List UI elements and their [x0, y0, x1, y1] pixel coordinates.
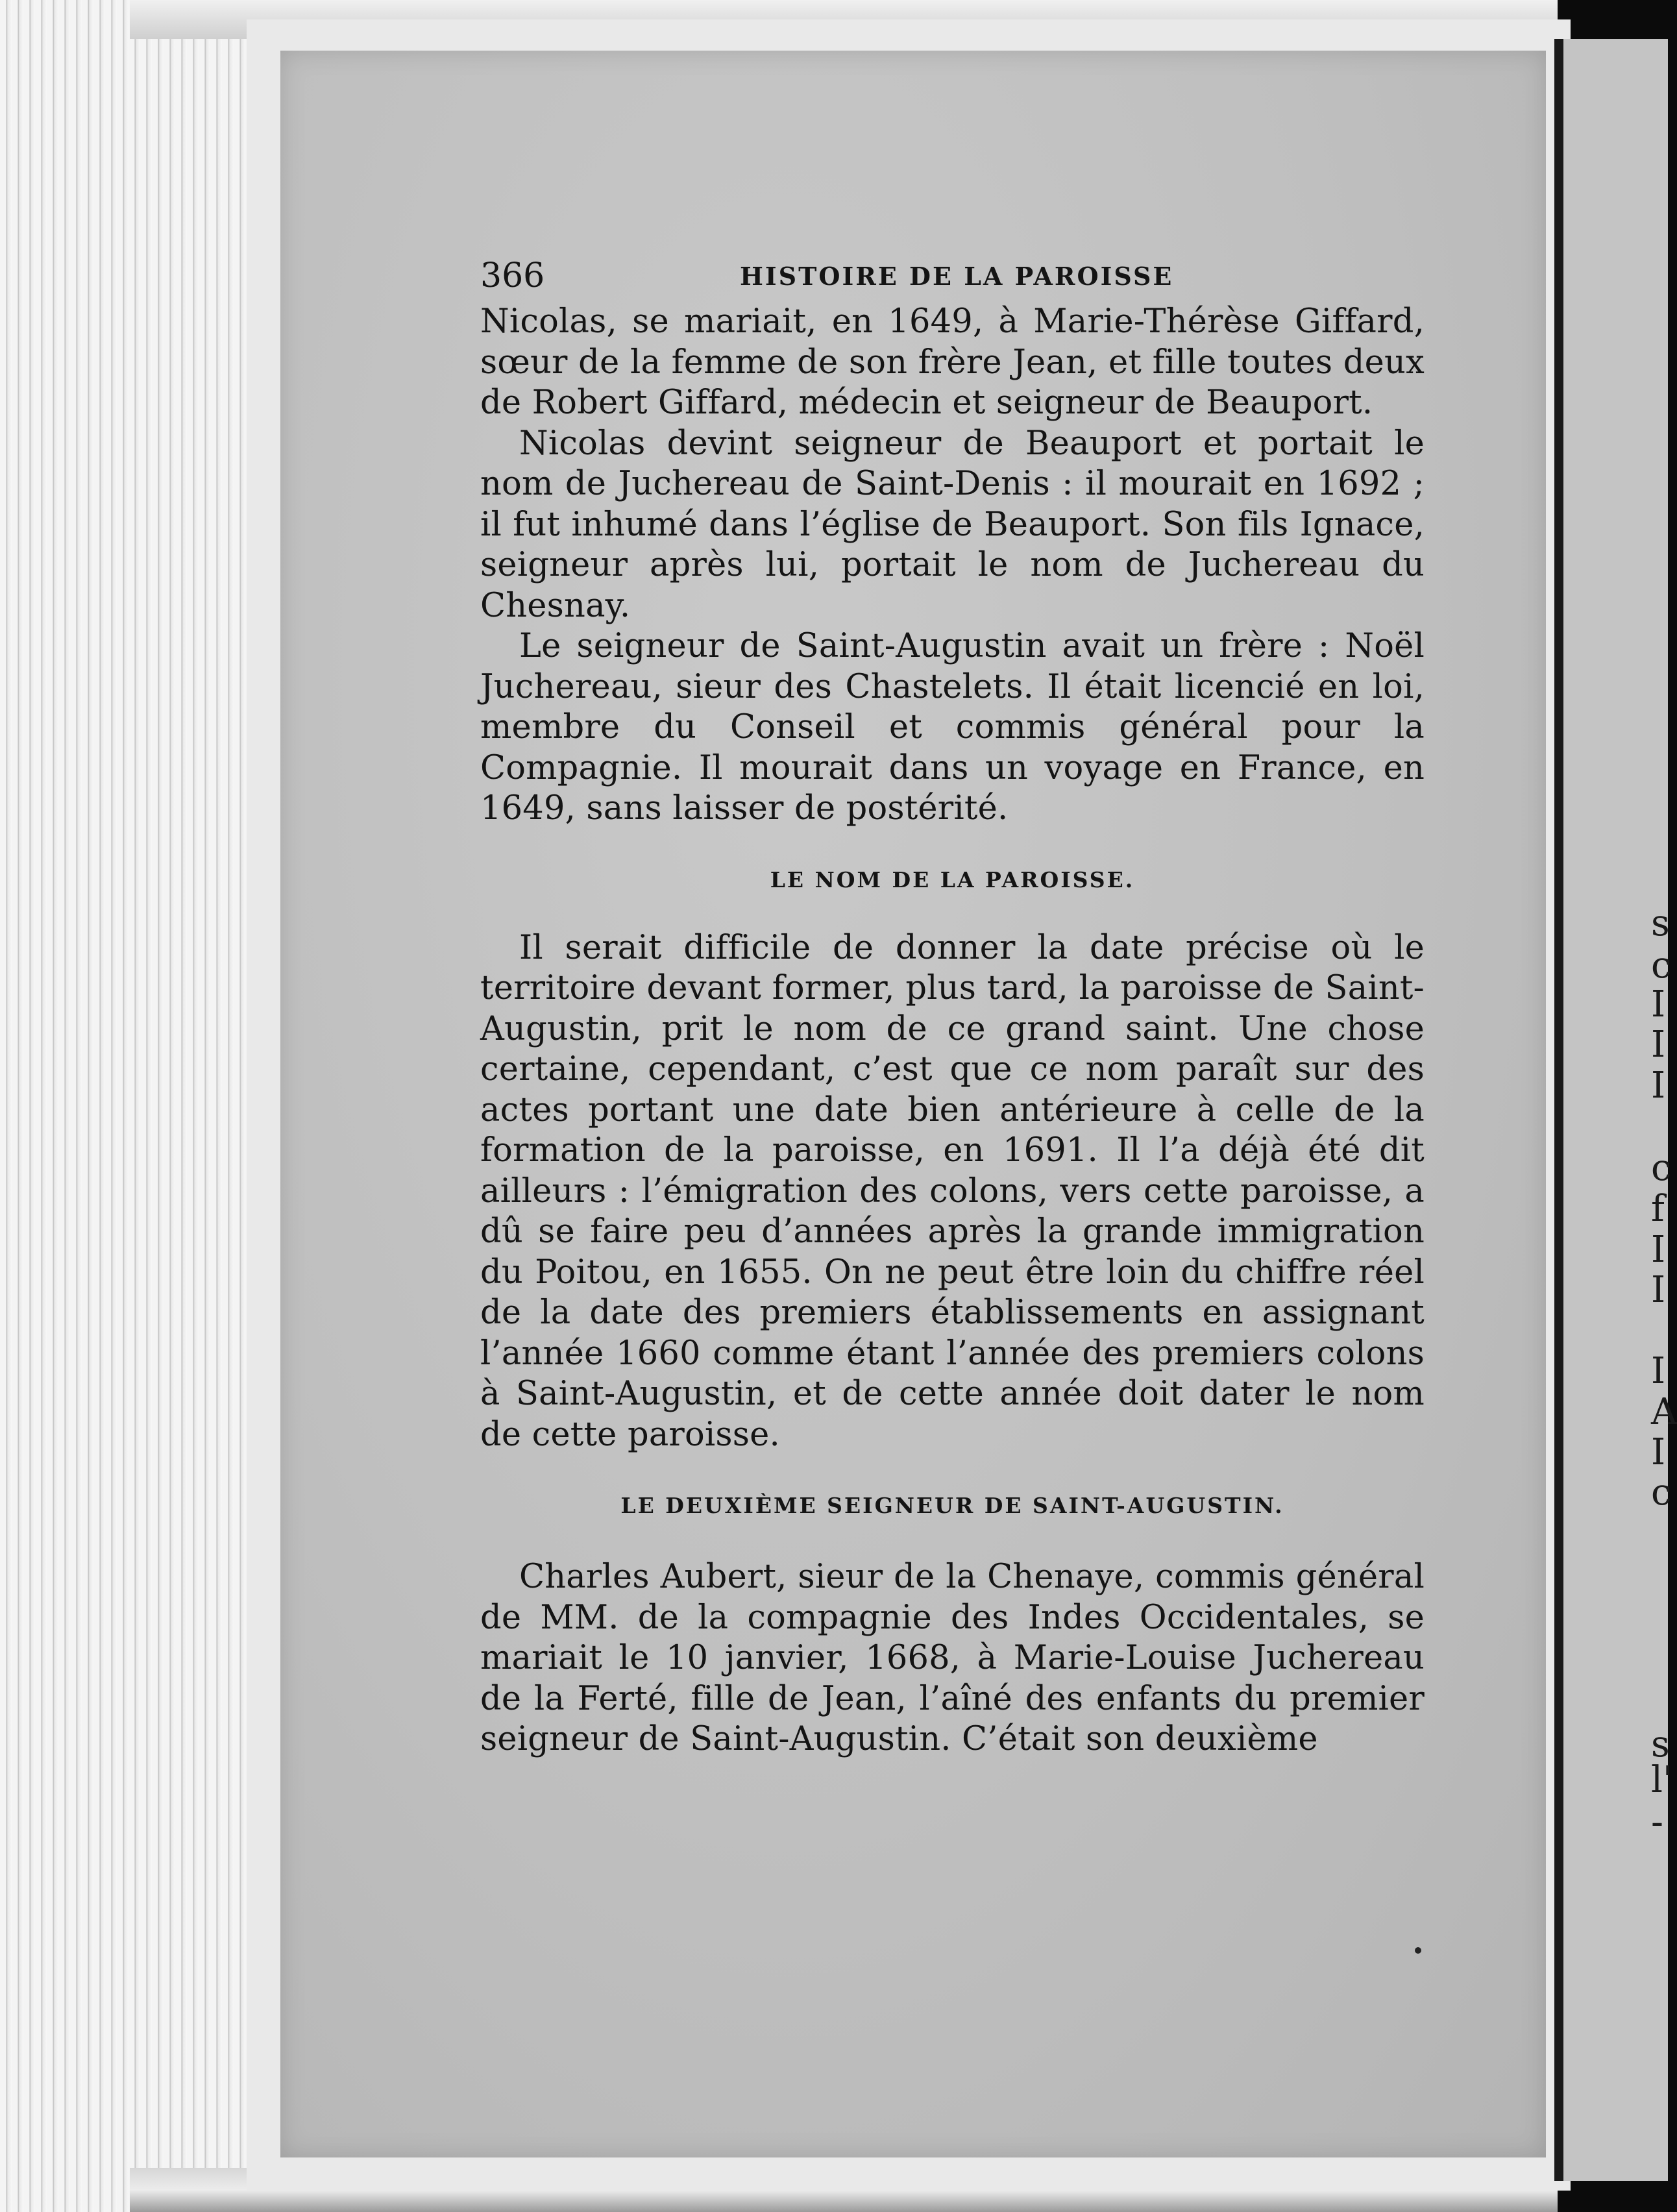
- facing-page-fragment: s: [1651, 1723, 1670, 1765]
- paragraph: Nicolas, se mariait, en 1649, à Marie-Thérèse Giffard, sœur de la femme de son frère Jean, et fille toutes deux de Robert Giffard, médecin et seigneur de Beauport.: [480, 302, 1425, 422]
- facing-page-fragment: I: [1651, 1024, 1666, 1066]
- facing-page-fragment: c: [1651, 1471, 1672, 1514]
- section-heading: LE NOM DE LA PAROISSE.: [770, 866, 1135, 892]
- facing-page-fragment: f: [1651, 1188, 1665, 1230]
- paragraph: Le seigneur de Saint-Augustin avait un frère : Noël Juchereau, sieur des Chastelets. Il était licencié en loi, membre du Conseil et commis général pour la Compagnie. Il mourait dans un voyage en France, en 1649, sans laisser de postérité.: [480, 627, 1425, 828]
- page-stack-edges: [0, 0, 260, 2212]
- paragraph: Il serait difficile de donner la date précise où le territoire devant former, plus tard, la paroisse de Saint-Augustin, prit le nom de ce grand saint. Une chose certaine, cependant, c’est que ce nom paraît sur des actes portant une date bien antérieure à celle de la formation de la paroisse, en 1691. Il l’a déjà été dit ailleurs : l’émigration des colons, vers cette paroisse, a dû se faire peu d’années après la grande immigration du Poitou, en 1655. On ne peut être loin du chiffre réel de la date des premiers établissements en assignant l’année 1660 comme étant l’année des premiers colons à Saint-Augustin, et de cette année doit dater le nom de cette paroisse.: [480, 928, 1425, 1454]
- paragraph: Charles Aubert, sieur de la Chenaye, commis général de MM. de la compagnie des Indes Occidentales, se mariait le 10 janvier, 1668, à Marie-Louise Juchereau de la Ferté, fille de Jean, l’aîné des enfants du premier seigneur de Saint-Augustin. C’était son deuxième: [480, 1558, 1425, 1758]
- page-text: [480, 256, 1425, 1760]
- facing-page-fragment: I: [1651, 1269, 1666, 1311]
- facing-page-fragment: I: [1651, 1350, 1666, 1392]
- facing-page-fragment: s: [1651, 902, 1670, 944]
- facing-page-fragment: -: [1651, 1801, 1663, 1843]
- facing-page-fragment: I: [1651, 1064, 1666, 1107]
- facing-page: [1554, 39, 1677, 2181]
- facing-page-fragment: I: [1651, 1431, 1666, 1473]
- facing-page-fragment: c: [1651, 1147, 1672, 1189]
- running-title: HISTOIRE DE LA PAROISSE: [740, 262, 1174, 291]
- paragraph: Nicolas devint seigneur de Beauport et portait le nom de Juchereau de Saint-Denis : il mourait en 1692 ; il fut inhumé dans l’église de Beauport. Son fils Ignace, seigneur après lui, portait le nom de Juchereau du Chesnay.: [480, 424, 1425, 625]
- facing-page-fragment: l': [1651, 1759, 1673, 1801]
- running-head: [480, 256, 1425, 302]
- facing-page-fragment: A: [1651, 1391, 1677, 1433]
- section-heading: LE DEUXIÈME SEIGNEUR DE SAINT-AUGUSTIN.: [620, 1493, 1284, 1518]
- facing-page-fragment: I: [1651, 1229, 1666, 1271]
- facing-page-fragment: c: [1651, 944, 1672, 987]
- page-number: 366: [480, 256, 545, 295]
- facing-page-fragment: I: [1651, 983, 1666, 1026]
- ink-speck: [1415, 1947, 1421, 1954]
